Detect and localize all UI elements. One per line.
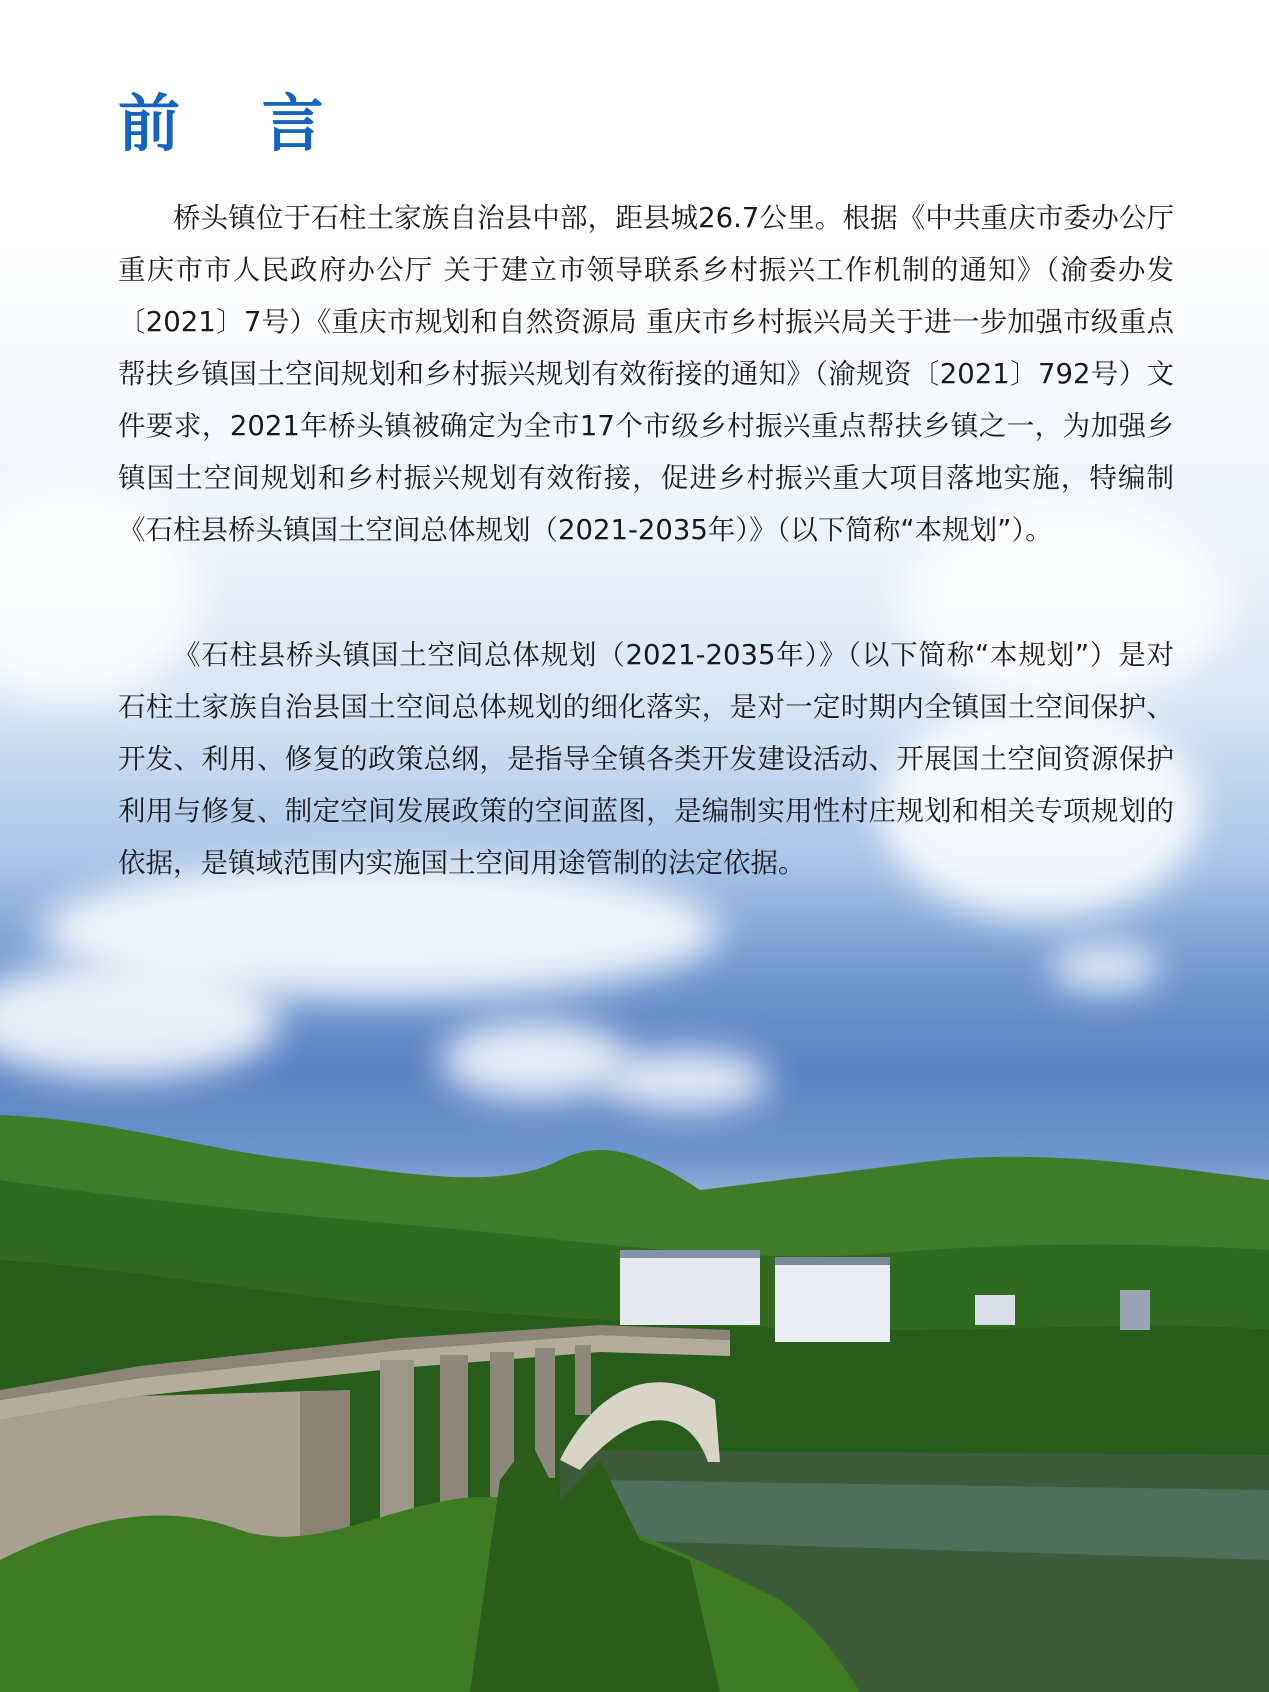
page-title: 前 言 xyxy=(118,87,354,160)
paragraph-2: 《石柱县桥头镇国土空间总体规划（2021-2035年）》（以下简称“本规划”）是对石柱土家族自治县国土空间总体规划的细化落实，是对一定时期内全镇国土空间保护、开发、利用、修复的政策总纲，是指导全镇各类开发建设活动、开展国土空间资源保护利用与修复、制定空间发展政策的空间蓝图，是编制实用性村庄规划和相关专项规划的依据，是镇域范围内实施国土空间用途管制的法定依据。 xyxy=(118,639,1174,879)
paragraph-1: 桥头镇位于石柱土家族自治县中部，距县城26.7公里。根据《中共重庆市委办公厅 重庆市市人民政府办公厅 关于建立市领导联系乡村振兴工作机制的通知》（渝委办发〔2021〕7号）《重庆市规划和自然资源局 重庆市乡村振兴局关于进一步加强市级重点帮扶乡镇国土空间规划和乡村振兴规划有效衔接的通知》（渝规资〔2021〕792号）文件要求，2021年桥头镇被确定为全市17个市级乡村振兴重点帮扶乡镇之一，为加强乡镇国土空间规划和乡村振兴规划有效衔接，促进乡村振兴重大项目落地实施，特编制《石柱县桥头镇国土空间总体规划（2021-2035年）》（以下简称“本规划”）。 xyxy=(118,202,1174,546)
